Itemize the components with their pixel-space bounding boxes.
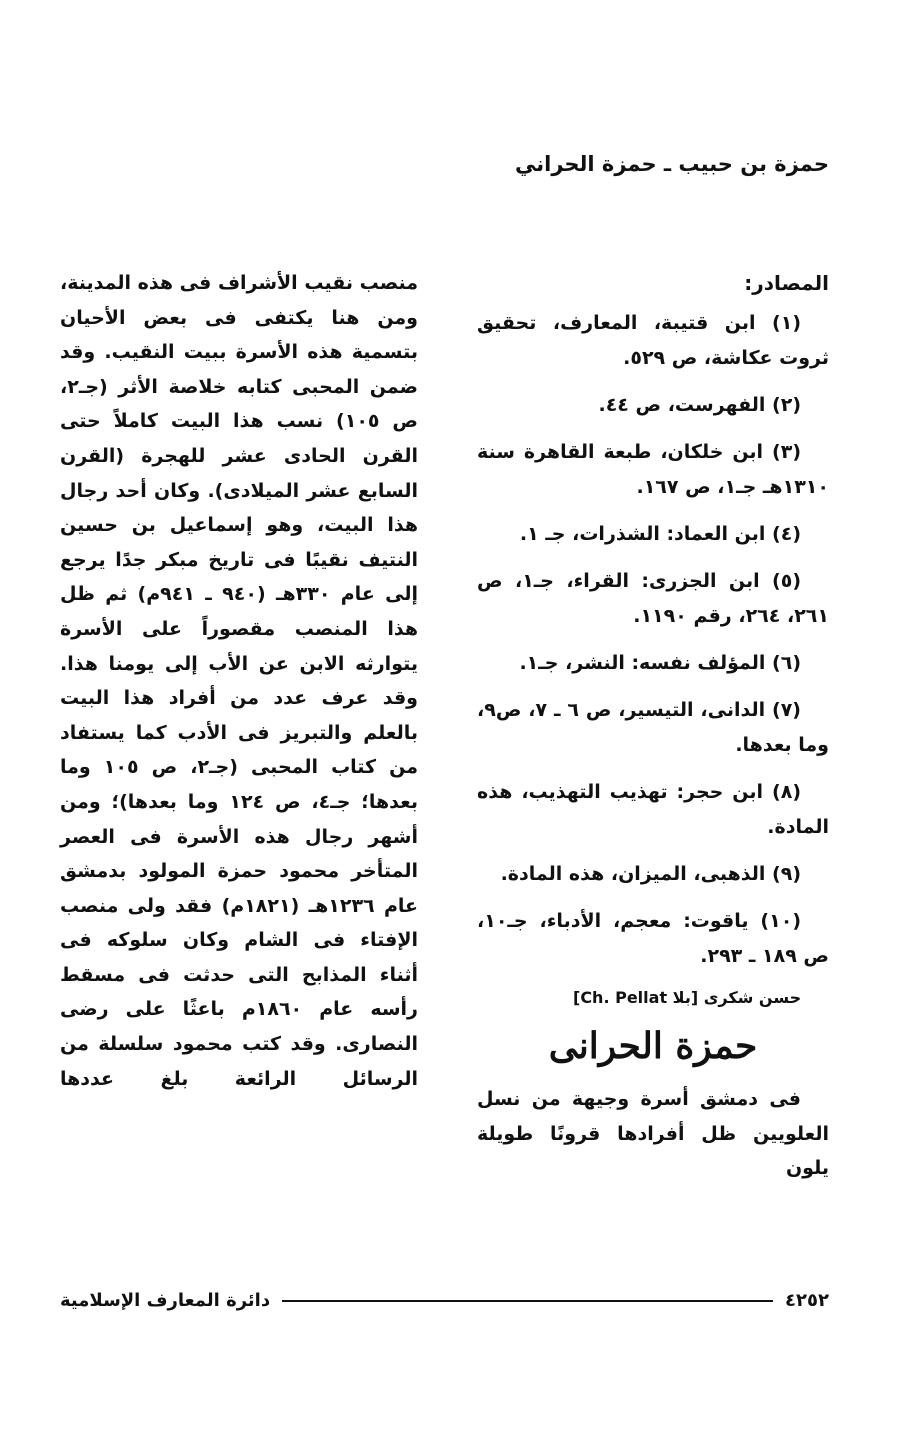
article-title: حمزة الحرانى <box>548 1025 758 1067</box>
source-entry: (٤) ابن العماد: الشذرات، جـ ١. <box>519 523 801 545</box>
left-column <box>60 266 418 1096</box>
footer-rule <box>282 1300 773 1302</box>
source-entry: (١) ابن قتيبة، المعارف، تحقيق ثروت عكاشة، ص ٥٢٩. <box>477 312 829 369</box>
source-entry: (٦) المؤلف نفسه: النشر، جـ١. <box>519 652 801 674</box>
page-footer <box>60 1290 829 1311</box>
source-entry: (١٠) ياقوت: معجم، الأدباء، جـ١٠، ص ١٨٩ ـ ٢٩٣. <box>477 910 829 967</box>
page-number: ٤٢٥٢ <box>785 1290 829 1311</box>
article-body-text: منصب نقيب الأشراف فى هذه المدينة، ومن هنا يكتفى فى بعض الأحيان بتسمية هذه الأسرة ببيت النقيب. وقد ضمن المحبى كتابه خلاصة الأثر (جـ٢، ص ١٠٥) نسب هذا البيت كاملاً حتى القرن الحادى عشر للهجرة (القرن السابع عشر الميلادى). وكان أحد رجال هذا البيت، وهو إسماعيل بن حسين النتيف نقيبًا فى تاريخ مبكر جدًا يرجع إلى عام ٣٣٠هـ (٩٤٠ ـ ٩٤١م) ثم ظل هذا المنصب مقصوراً على الأسرة يتوارثه الابن عن الأب إلى يومنا هذا. وقد عرف عدد من أفراد هذا البيت بالعلم والتبريز فى الأدب كما يستفاد من كتاب المحبى (جـ٢، ص ١٠٥ وما بعدها؛ جـ٤، ص ١٢٤ وما بعدها)؛ ومن أشهر رجال هذه الأسرة فى العصر المتأخر محمود حمزة المولود بدمشق عام ١٢٣٦هـ (١٨٢١م) فقد ولى منصب الإفتاء فى الشام وكان سلوكه فى أثناء المذابح التى حدثت فى مسقط رأسه عام ١٨٦٠م باعثًا على رضى النصارى. وقد كتب محمود سلسلة من الرسائل الرائعة بلغ عددها <box>60 272 419 1090</box>
publication-title: دائرة المعارف الإسلامية <box>60 1290 271 1311</box>
article-intro: فى دمشق أسرة وجيهة من نسل العلويين ظل أفرادها قرونًا طويلة يلون <box>477 1088 829 1180</box>
source-entry: (٧) الدانى، التيسير، ص ٦ ـ ٧، ص٩، وما بعدها. <box>477 699 829 756</box>
right-column <box>477 266 829 1186</box>
source-entry: (٩) الذهبى، الميزان، هذه المادة. <box>500 863 801 885</box>
source-entry: (٣) ابن خلكان، طبعة القاهرة سنة ١٣١٠هـ جـ١، ص ١٦٧. <box>477 441 829 498</box>
author-signature: حسن شكرى [بلا Ch. Pellat] <box>573 988 802 1007</box>
sources-list <box>477 306 829 974</box>
source-entry: (٨) ابن حجر: تهذيب التهذيب، هذه المادة. <box>477 781 829 838</box>
running-header: حمزة بن حبيب ـ حمزة الحراني <box>515 152 829 176</box>
sources-heading: المصادر: <box>744 271 829 295</box>
source-entry: (٢) الفهرست، ص ٤٤. <box>598 394 801 416</box>
source-entry: (٥) ابن الجزرى: القراء، جـ١، ص ٢٦١، ٢٦٤، رقم ١١٩٠. <box>477 570 829 627</box>
